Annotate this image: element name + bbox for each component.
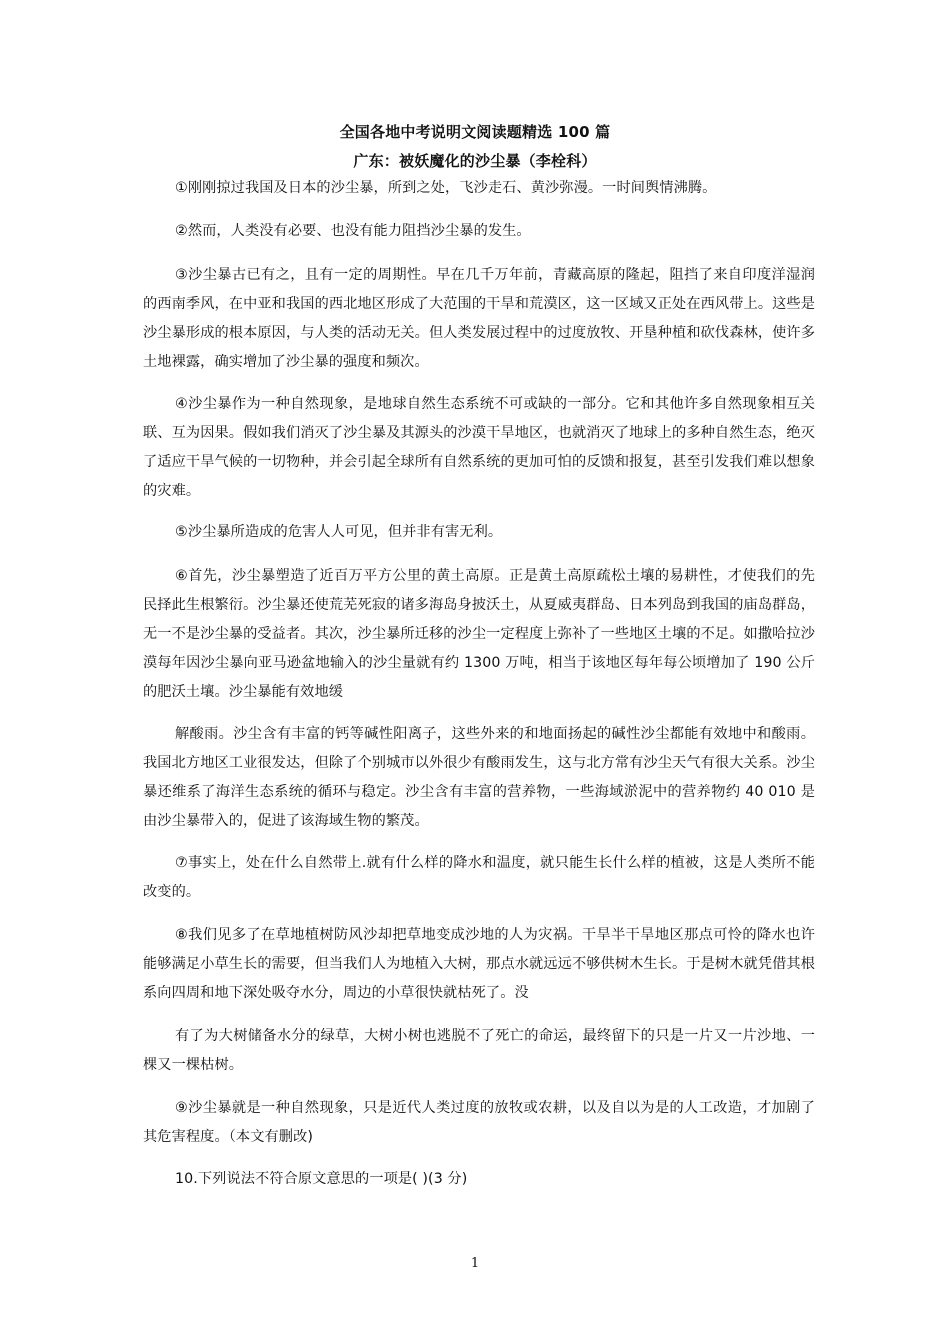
document-title: 全国各地中考说明文阅读题精选 100 篇: [339, 123, 611, 141]
paragraph-11: ⑨沙尘暴就是一种自然现象，只是近代人类过度的放牧或农耕，以及自以为是的人工改造，才加剧了其危害程度。（本文有删改): [143, 1100, 815, 1145]
page-number: 1: [470, 1256, 480, 1271]
paragraph-8: ⑦事实上，处在什么自然带上.就有什么样的降水和温度，就只能生长什么样的植被，这是人类所不能改变的。: [143, 855, 815, 900]
paragraph-4: ④沙尘暴作为一种自然现象，是地球自然生态系统不可或缺的一部分。它和其他许多自然现象相互关联、互为因果。假如我们消灭了沙尘暴及其源头的沙漠干旱地区，也就消灭了地球上的多种自然生态，绝灭了适应干旱气候的一切物种，并会引起全球所有自然系统的更加可怕的反馈和报复，甚至引发我们难以想象的灾难。: [143, 396, 815, 499]
paragraph-1: ①刚刚掠过我国及日本的沙尘暴，所到之处，飞沙走石、黄沙弥漫。一时间舆情沸腾。: [175, 180, 717, 196]
paragraph-3: ③沙尘暴古已有之，且有一定的周期性。早在几千万年前，青藏高原的隆起，阻挡了来自印度洋湿润的西南季风，在中亚和我国的西北地区形成了大范围的干旱和荒漠区，这一区域又正处在西风带上。这些是沙尘暴形成的根本原因，与人类的活动无关。但人类发展过程中的过度放牧、开垦种植和砍伐森林，使许多土地裸露，确实增加了沙尘暴的强度和频次。: [143, 267, 815, 370]
paragraph-9: ⑧我们见多了在草地植树防风沙却把草地变成沙地的人为灾祸。干旱半干旱地区那点可怜的降水也许能够满足小草生长的需要，但当我们人为地植入大树，那点水就远远不够供树木生长。于是树木就凭借其根系向四周和地下深处吸夺水分，周边的小草很快就枯死了。没: [143, 927, 815, 1001]
question-10: 10.下列说法不符合原文意思的一项是( )(3 分): [175, 1171, 468, 1187]
paragraph-10: 有了为大树储备水分的绿草，大树小树也逃脱不了死亡的命运，最终留下的只是一片又一片沙地、一棵又一棵枯树。: [143, 1028, 815, 1073]
paragraph-5: ⑤沙尘暴所造成的危害人人可见，但并非有害无利。: [175, 524, 503, 540]
article-subtitle: 广东：被妖魔化的沙尘暴（李栓科）: [353, 152, 597, 170]
paragraph-7: 解酸雨。沙尘含有丰富的钙等碱性阳离子，这些外来的和地面扬起的碱性沙尘都能有效地中和酸雨。我国北方地区工业很发达，但除了个别城市以外很少有酸雨发生，这与北方常有沙尘天气有很大关系。沙尘暴还维系了海洋生态系统的循环与稳定。沙尘含有丰富的营养物，一些海域淤泥中的营养物约 40 010 是由沙尘暴带入的，促进了该海域生物的繁茂。: [143, 726, 815, 829]
paragraph-6: ⑥首先，沙尘暴塑造了近百万平方公里的黄土高原。正是黄土高原疏松土壤的易耕性，才使我们的先民择此生根繁衍。沙尘暴还使荒芜死寂的诸多海岛身披沃土，从夏威夷群岛、日本列岛到我国的庙岛群岛，无一不是沙尘暴的受益者。其次，沙尘暴所迁移的沙尘一定程度上弥补了一些地区土壤的不足。如撒哈拉沙漠每年因沙尘暴向亚马逊盆地输入的沙尘量就有约 1300 万吨，相当于该地区每年每公顷增加了 190 公斤的肥沃土壤。沙尘暴能有效地缓: [143, 568, 815, 700]
paragraph-2: ②然而，人类没有必要、也没有能力阻挡沙尘暴的发生。: [175, 223, 531, 239]
